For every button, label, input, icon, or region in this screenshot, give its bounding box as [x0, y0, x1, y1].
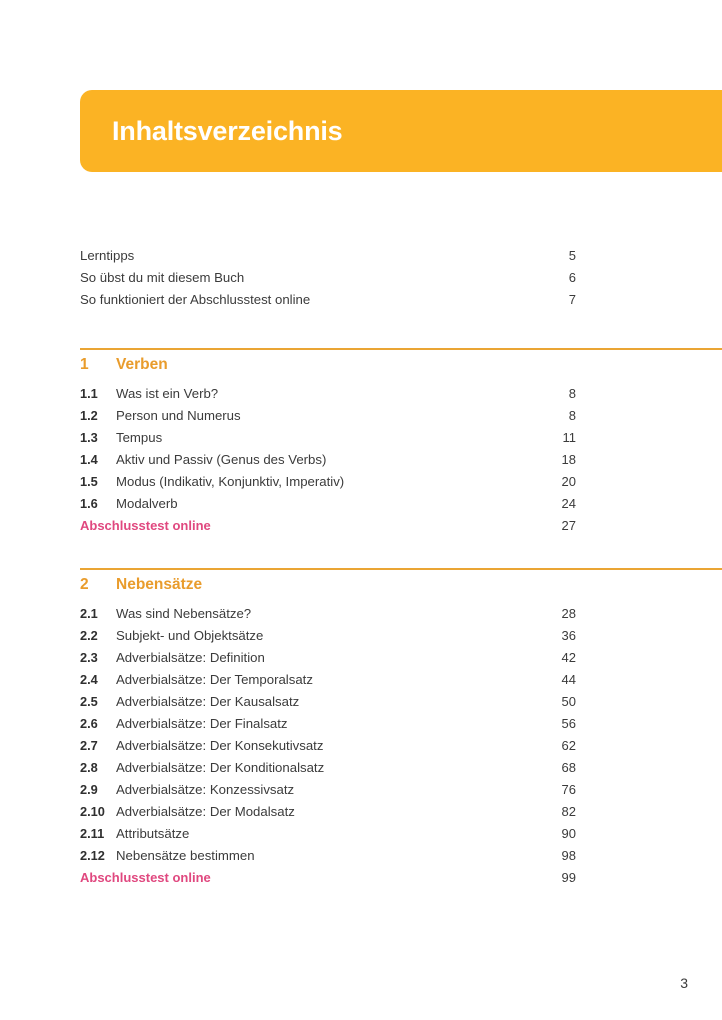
- page-folio: 3: [680, 975, 688, 991]
- chapter-number: 1: [80, 356, 89, 373]
- toc-entry[interactable]: [80, 738, 576, 760]
- toc-entry-page: 42: [561, 650, 576, 665]
- toc-entry-number: 1.5: [80, 474, 98, 489]
- toc-entry[interactable]: [80, 606, 576, 628]
- toc-entry-page: 62: [561, 738, 576, 753]
- chapter-heading-1[interactable]: [80, 350, 722, 382]
- toc-entry-label: Modus (Indikativ, Konjunktiv, Imperativ): [116, 474, 345, 489]
- intro-entry-list: [80, 248, 576, 314]
- toc-entry-label: Adverbialsätze: Der Konsekutivsatz: [116, 738, 324, 753]
- toc-entry[interactable]: [80, 628, 576, 650]
- page-title: Inhaltsverzeichnis: [112, 115, 343, 146]
- chapter-heading-2[interactable]: [80, 570, 722, 602]
- toc-entry[interactable]: [80, 760, 576, 782]
- toc-entry-label: Adverbialsätze: Der Temporalsatz: [116, 672, 313, 687]
- chapter-entry-list-2: [80, 602, 576, 892]
- toc-entry-label: Adverbialsätze: Der Konditionalsatz: [116, 760, 325, 775]
- toc-entry-label: Adverbialsätze: Konzessivsatz: [116, 782, 295, 797]
- toc-entry-number: 1.1: [80, 386, 98, 401]
- toc-entry-page: 98: [561, 848, 576, 863]
- toc-entry-page: 28: [561, 606, 576, 621]
- toc-entry[interactable]: [80, 650, 576, 672]
- toc-entry-number: 2.9: [80, 782, 98, 797]
- toc-entry-number: 2.2: [80, 628, 98, 643]
- toc-entry-online-test[interactable]: [80, 518, 576, 540]
- chapter-block-1: [80, 348, 722, 540]
- toc-entry-label: Subjekt- und Objektsätze: [116, 628, 264, 643]
- table-of-contents: [80, 248, 722, 892]
- toc-entry-number: 2.10: [80, 804, 105, 819]
- toc-entry-label: So funktioniert der Abschlusstest online: [80, 292, 311, 307]
- toc-entry[interactable]: [80, 452, 576, 474]
- toc-entry-page: 7: [568, 292, 576, 307]
- section-spacer: [80, 314, 722, 348]
- toc-entry-page: 20: [561, 474, 576, 489]
- toc-entry-label: Adverbialsätze: Der Finalsatz: [116, 716, 288, 731]
- toc-entry-label: Adverbialsätze: Der Kausalsatz: [116, 694, 300, 709]
- toc-entry[interactable]: [80, 386, 576, 408]
- toc-entry-number: 2.12: [80, 848, 105, 863]
- toc-entry-number: 2.4: [80, 672, 98, 687]
- toc-entry-page: 27: [561, 518, 576, 533]
- toc-entry-number: 2.8: [80, 760, 98, 775]
- toc-entry-page: 50: [561, 694, 576, 709]
- toc-entry-page: 8: [568, 386, 576, 401]
- toc-entry-label: Person und Numerus: [116, 408, 241, 423]
- toc-entry-intro-3[interactable]: [80, 292, 576, 314]
- chapter-title: Nebensätze: [116, 576, 203, 593]
- chapter-number: 2: [80, 576, 89, 593]
- chapter-block-2: [80, 568, 722, 892]
- chapter-entry-list-1: [80, 382, 576, 540]
- toc-entry-label: Was sind Nebensätze?: [116, 606, 252, 621]
- toc-entry-label: Attributsätze: [116, 826, 190, 841]
- toc-entry-page: 76: [561, 782, 576, 797]
- toc-entry-label: So übst du mit diesem Buch: [80, 270, 245, 285]
- toc-entry[interactable]: [80, 826, 576, 848]
- toc-entry-number: 1.3: [80, 430, 98, 445]
- toc-entry-label: Adverbialsätze: Der Modalsatz: [116, 804, 295, 819]
- toc-entry[interactable]: [80, 848, 576, 870]
- toc-entry-page: 8: [568, 408, 576, 423]
- toc-entry-intro-2[interactable]: [80, 270, 576, 292]
- toc-entry-label: Tempus: [116, 430, 163, 445]
- toc-entry-page: 5: [568, 248, 576, 263]
- toc-entry[interactable]: [80, 672, 576, 694]
- toc-entry-page: 18: [561, 452, 576, 467]
- toc-entry-label: Adverbialsätze: Definition: [116, 650, 265, 665]
- toc-entry-number: 1.4: [80, 452, 98, 467]
- toc-entry-number: 2.7: [80, 738, 98, 753]
- toc-entry[interactable]: [80, 716, 576, 738]
- toc-entry[interactable]: [80, 694, 576, 716]
- section-spacer: [80, 540, 722, 568]
- toc-entry-label: Lerntipps: [80, 248, 135, 263]
- toc-entry-page: 68: [561, 760, 576, 775]
- page-title-banner: [80, 90, 722, 172]
- toc-entry-number: 1.2: [80, 408, 98, 423]
- toc-entry[interactable]: [80, 496, 576, 518]
- toc-entry[interactable]: [80, 474, 576, 496]
- toc-entry-number: 2.1: [80, 606, 98, 621]
- toc-entry-intro-1[interactable]: [80, 248, 576, 270]
- toc-entry-page: 44: [561, 672, 576, 687]
- toc-entry-page: 36: [561, 628, 576, 643]
- toc-entry-label: Abschlusstest online: [80, 518, 211, 533]
- toc-entry-online-test[interactable]: [80, 870, 576, 892]
- toc-entry-page: 99: [561, 870, 576, 885]
- toc-entry-number: 2.6: [80, 716, 98, 731]
- toc-entry-label: Abschlusstest online: [80, 870, 211, 885]
- toc-entry[interactable]: [80, 408, 576, 430]
- toc-entry-page: 82: [561, 804, 576, 819]
- toc-entry-page: 24: [561, 496, 576, 511]
- toc-entry[interactable]: [80, 804, 576, 826]
- toc-entry-number: 2.5: [80, 694, 98, 709]
- toc-entry-number: 2.3: [80, 650, 98, 665]
- toc-entry-page: 6: [568, 270, 576, 285]
- toc-entry-label: Nebensätze bestimmen: [116, 848, 255, 863]
- toc-entry-label: Aktiv und Passiv (Genus des Verbs): [116, 452, 327, 467]
- toc-entry-page: 90: [561, 826, 576, 841]
- toc-entry-number: 2.11: [80, 826, 105, 841]
- toc-entry-page: 11: [562, 430, 576, 445]
- toc-entry-label: Was ist ein Verb?: [116, 386, 219, 401]
- toc-entry-label: Modalverb: [116, 496, 178, 511]
- toc-entry-number: 1.6: [80, 496, 98, 511]
- toc-entry[interactable]: [80, 782, 576, 804]
- chapter-title: Verben: [116, 356, 168, 373]
- toc-entry[interactable]: [80, 430, 576, 452]
- toc-entry-page: 56: [561, 716, 576, 731]
